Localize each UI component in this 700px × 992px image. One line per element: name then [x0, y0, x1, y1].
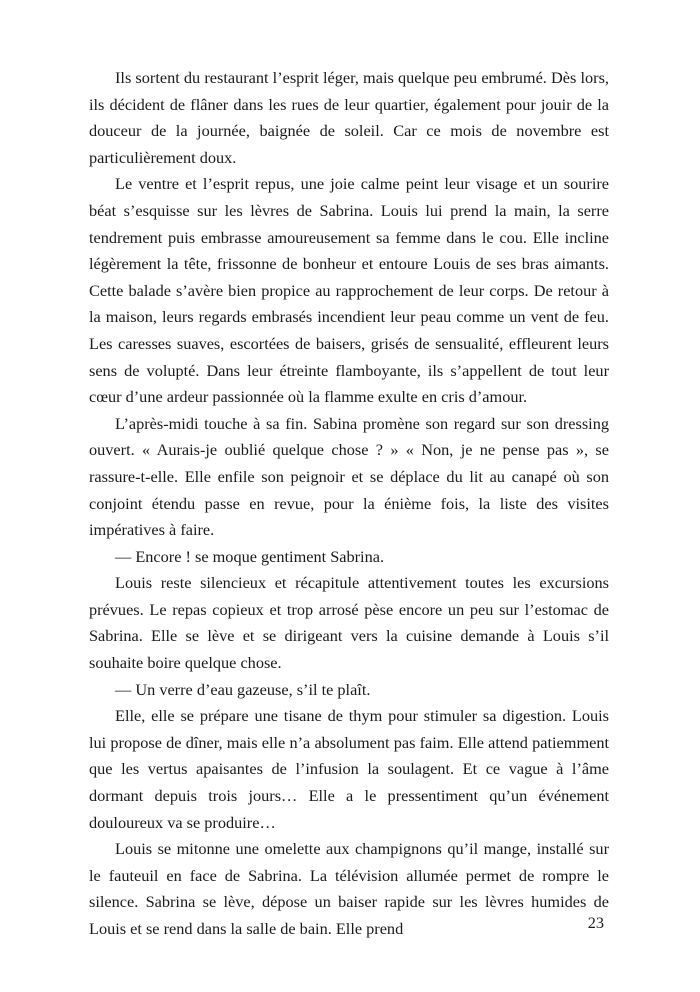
paragraph-2: Le ventre et l’esprit repus, une joie calme peint leur visage et un sourire béat s’esquisse sur les lèvres de Sabrina. Louis lui prend la main, la serre tendrement puis embrasse amoureusement sa femme dans le cou. Elle incline légèrement la tête, frissonne de bonheur et entoure Louis de ses bras aimants. Cette balade s’avère bien propice au rapprochement de leur corps. De retour à la maison, leurs regards embrasés incendient leur peau comme un vent de feu. Les caresses suaves, escortées de baisers, grisés de sensualité, effleurent leurs sens de volupté. Dans leur étreinte flamboyante, ils s’appellent de tout leur cœur d’une ardeur passionnée où la flamme exulte en cris d’amour. [89, 174, 609, 407]
body-text [89, 65, 609, 943]
paragraph-1: Ils sortent du restaurant l’esprit léger, mais quelque peu embrumé. Dès lors, ils décident de flâner dans les rues de leur quartier, également pour jouir de la douceur de la journée, baignée de soleil. Car ce mois de novembre est particulièrement doux. [89, 68, 609, 167]
paragraph-5: Elle, elle se prépare une tisane de thym pour stimuler sa digestion. Louis lui propose de dîner, mais elle n’a absolument pas faim. Elle attend patiemment que les vertus apaisantes de l’infusion la soulagent. Et ce vague à l’âme dormant depuis trois jours… Elle a le pressentiment qu’un événement douloureux va se produire… [89, 706, 609, 832]
dialogue-line-1: — Encore ! se moque gentiment Sabrina. [115, 546, 385, 566]
page-number: 23 [587, 913, 604, 932]
paragraph-3: L’après-midi touche à sa fin. Sabina promène son regard sur son dressing ouvert. « Aurais-je oublié quelque chose ? » « Non, je ne pense pas », se rassure-t-elle. Elle enfile son peignoir et se déplace du lit au canapé où son conjoint étendu passe en revue, pour la énième fois, la liste des visites impératives à faire. [89, 413, 609, 540]
dialogue-line-2: — Un verre d’eau gazeuse, s’il te plaît. [115, 679, 371, 699]
paragraph-4: Louis reste silencieux et récapitule attentivement toutes les excursions prévues. Le repas copieux et trop arrosé pèse encore un peu sur l’estomac de Sabrina. Elle se lève et se dirigeant vers la cuisine demande à Louis s’il souhaite boire quelque chose. [89, 573, 609, 673]
paragraph-6: Louis se mitonne une omelette aux champignons qu’il mange, installé sur le fauteuil en face de Sabrina. La télévision allumée permet de rompre le silence. Sabrina se lève, dépose un baiser rapide sur les lèvres humides de Louis et se rend dans la salle de bain. Elle prend [89, 839, 609, 938]
